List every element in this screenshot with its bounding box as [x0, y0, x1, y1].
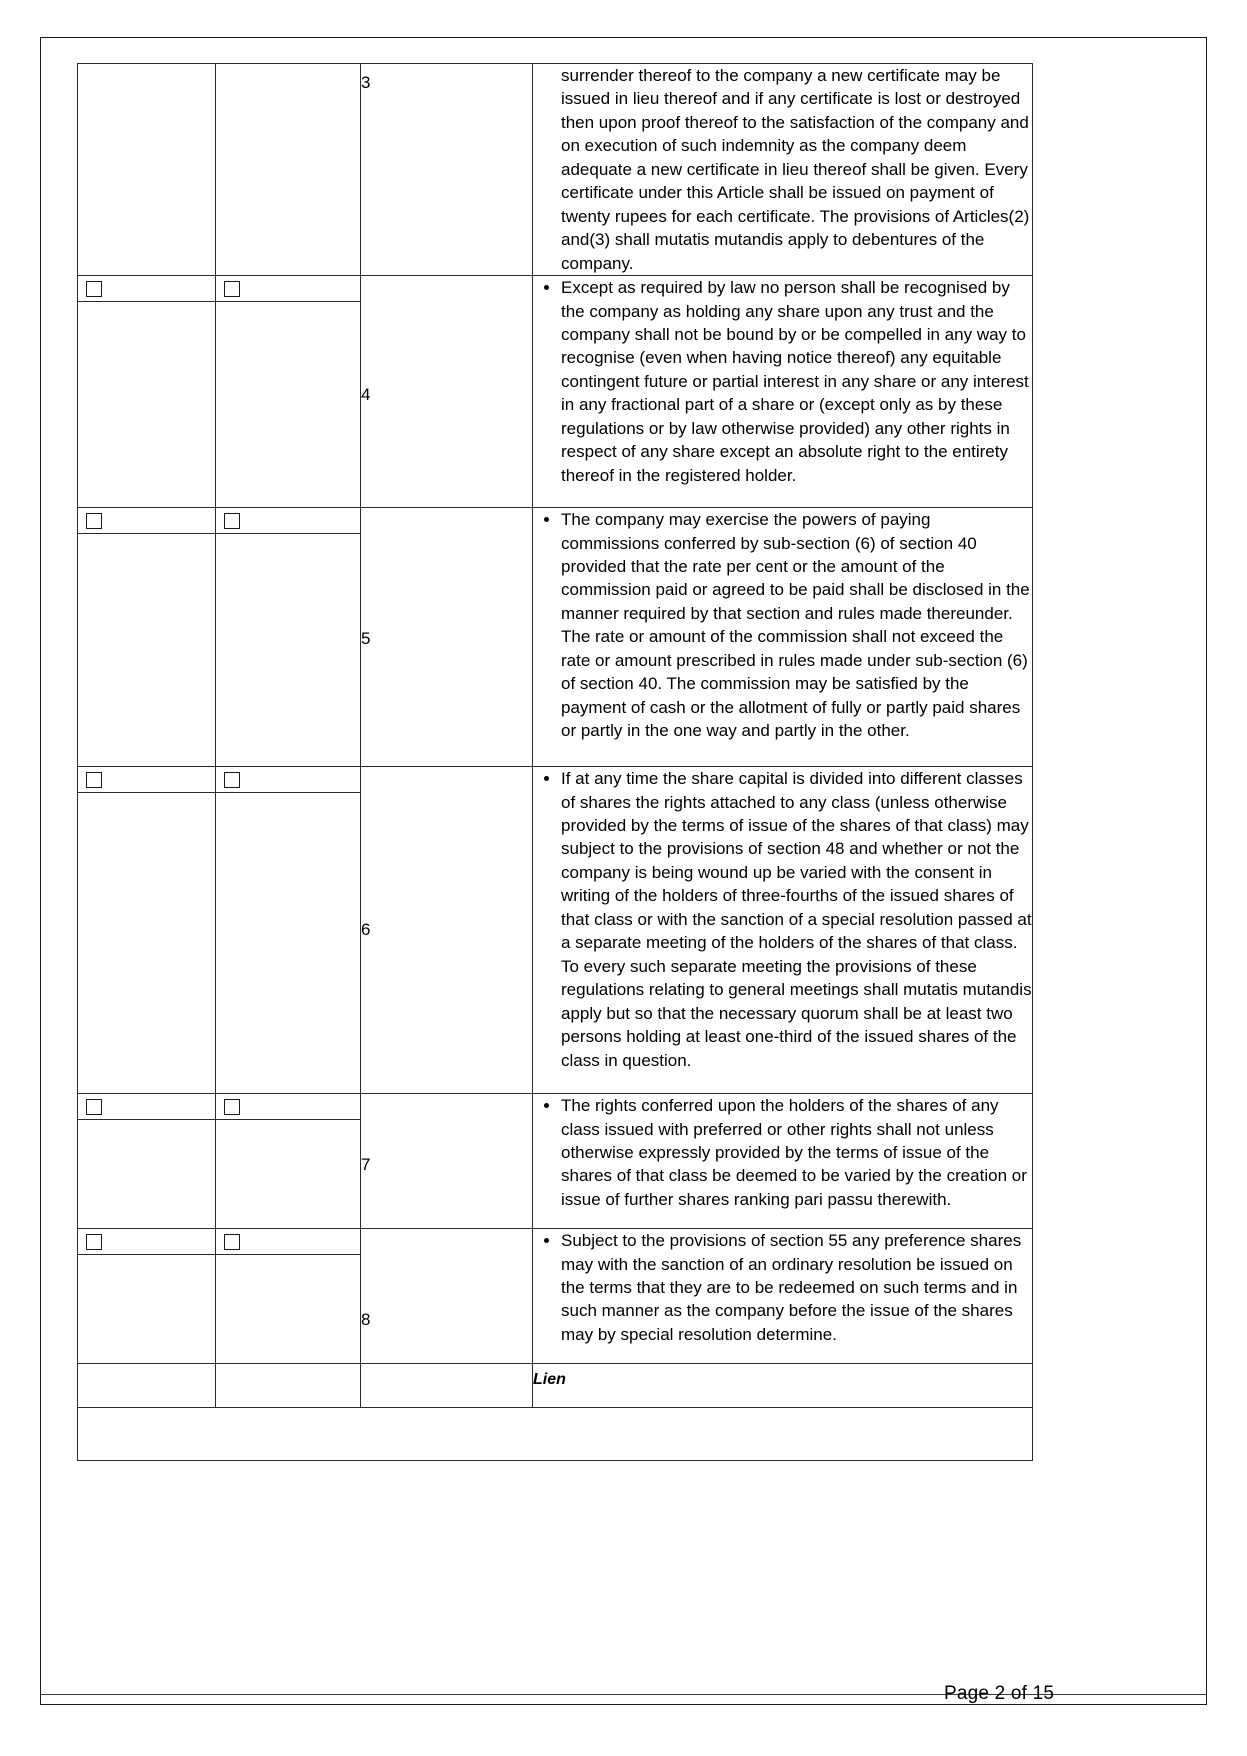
table-row [78, 508, 1033, 767]
row-5-article-text [533, 508, 1033, 767]
article-number-text: 6 [361, 920, 371, 940]
checkbox-strip-b [216, 508, 360, 534]
lien-row-col-a [78, 1364, 216, 1408]
articles-table-body [78, 64, 1033, 1461]
row-3-col-b [216, 64, 361, 276]
row-8-col-a [78, 1229, 216, 1364]
row-4-col-b [216, 276, 361, 508]
checkbox-strip-b [216, 1094, 360, 1120]
checkbox-strip-a [78, 276, 215, 302]
lien-row-col-b [216, 1364, 361, 1408]
row-8-article-text [533, 1229, 1033, 1364]
checkbox-strip-b [216, 767, 360, 793]
article-paragraph: • The company may exercise the powers of paying commissions conferred by sub-section (6) of section 40 provided that the rate per cent or the amount of the commission paid or agreed to be paid shall be disclosed in the manner required by that section and rules made thereunder. The rate or amount of the commission shall not exceed the rate or amount prescribed in rules made under sub-section (6) of section 40. The commission may be satisfied by the payment of cash or the allotment of fully or partly paid shares or partly in the one way and partly in the other. [561, 508, 1032, 743]
article-bullet-list [533, 767, 1032, 1072]
checkbox-strip-b [216, 276, 360, 302]
checkbox-strip-b [216, 1229, 360, 1255]
row-6-col-a [78, 767, 216, 1094]
checkbox-icon[interactable] [86, 513, 102, 529]
row-6-article-number [361, 767, 533, 1094]
lien-row-number [361, 1364, 533, 1408]
checkbox-icon[interactable] [224, 513, 240, 529]
row-7-article-number [361, 1094, 533, 1229]
row-5-col-b [216, 508, 361, 767]
table-row [78, 1364, 1033, 1408]
article-paragraph: • The rights conferred upon the holders of the shares of any class issued with preferred or other rights shall not unless otherwise expressly provided by the terms of issue of the shares of that class be deemed to be varied by the creation or issue of further shares ranking pari passu therewith. [561, 1094, 1032, 1211]
table-row [78, 767, 1033, 1094]
article-bullet-list [533, 508, 1032, 743]
row-5-article-number [361, 508, 533, 767]
checkbox-strip-a [78, 508, 215, 534]
article-paragraph: • Subject to the provisions of section 55 any preference shares may with the sanction of an ordinary resolution be issued on the terms that they are to be redeemed on such terms and in such manner as the company before the issue of the shares may by special resolution determine. [561, 1229, 1032, 1346]
article-number-text: 4 [361, 385, 371, 405]
trailing-blank-cell [78, 1408, 1033, 1461]
row-8-article-number [361, 1229, 533, 1364]
row-3-col-a [78, 64, 216, 276]
article-bullet-list [533, 1229, 1032, 1346]
checkbox-icon[interactable] [224, 1234, 240, 1250]
row-7-col-a [78, 1094, 216, 1229]
checkbox-icon[interactable] [86, 281, 102, 297]
article-number-text: 3 [361, 73, 371, 92]
table-row [78, 276, 1033, 508]
table-row [78, 64, 1033, 276]
article-paragraph: • If at any time the share capital is divided into different classes of shares the rights attached to any class (unless otherwise provided by the terms of issue of the shares of that class) may subject to the provisions of section 48 and whether or not the company is being wound up be varied with the consent in writing of the holders of three-fourths of the issued shares of that class or with the sanction of a special resolution passed at a separate meeting of the holders of the shares of that class. To every such separate meeting the provisions of these regulations relating to general meetings shall mutatis mutandis apply but so that the necessary quorum shall be at least two persons holding at least one-third of the issued shares of the class in question. [561, 767, 1032, 1072]
row-4-article-number [361, 276, 533, 508]
row-4-article-text [533, 276, 1033, 508]
checkbox-icon[interactable] [224, 281, 240, 297]
row-3-article-text [533, 64, 1033, 276]
table-row [78, 1229, 1033, 1364]
checkbox-strip-a [78, 767, 215, 793]
table-row [78, 1408, 1033, 1461]
checkbox-icon[interactable] [86, 1234, 102, 1250]
article-bullet-list [533, 276, 1032, 487]
article-paragraph: • Except as required by law no person shall be recognised by the company as holding any share upon any trust and the company shall not be bound by or be compelled in any way to recognise (even when having notice thereof) any equitable contingent future or partial interest in any share or any interest in any fractional part of a share or (except only as by these regulations or by law otherwise provided) any other rights in respect of any share except an absolute right to the entirety thereof in the registered holder. [561, 276, 1032, 487]
checkbox-strip-a [78, 1094, 215, 1120]
articles-table [77, 63, 1033, 1461]
row-4-col-a [78, 276, 216, 508]
row-7-col-b [216, 1094, 361, 1229]
article-number-text: 5 [361, 629, 371, 649]
checkbox-strip-a [78, 1229, 215, 1255]
row-3-article-number [361, 64, 533, 276]
checkbox-icon[interactable] [224, 772, 240, 788]
article-paragraph: surrender thereof to the company a new certificate may be issued in lieu thereof and if any certificate is lost or destroyed then upon proof thereof to the satisfaction of the company and on execution of such indemnity as the company deem adequate a new certificate in lieu thereof shall be given. Every certificate under this Article shall be issued on payment of twenty rupees for each certificate. The provisions of Articles(2) and(3) shall mutatis mutandis apply to debentures of the company. [561, 66, 1030, 273]
page-number-label: Page 2 of 15 [944, 1683, 1055, 1704]
checkbox-icon[interactable] [224, 1099, 240, 1115]
row-5-col-a [78, 508, 216, 767]
checkbox-icon[interactable] [86, 1099, 102, 1115]
row-6-col-b [216, 767, 361, 1094]
article-bullet-list [533, 1094, 1032, 1211]
section-heading: Lien [533, 1371, 566, 1389]
table-row [78, 1094, 1033, 1229]
row-6-article-text [533, 767, 1033, 1094]
row-8-col-b [216, 1229, 361, 1364]
article-number-text: 7 [361, 1155, 371, 1175]
lien-section-heading-cell [533, 1364, 1033, 1408]
row-7-article-text [533, 1094, 1033, 1229]
article-number-text: 8 [361, 1310, 371, 1330]
checkbox-icon[interactable] [86, 772, 102, 788]
